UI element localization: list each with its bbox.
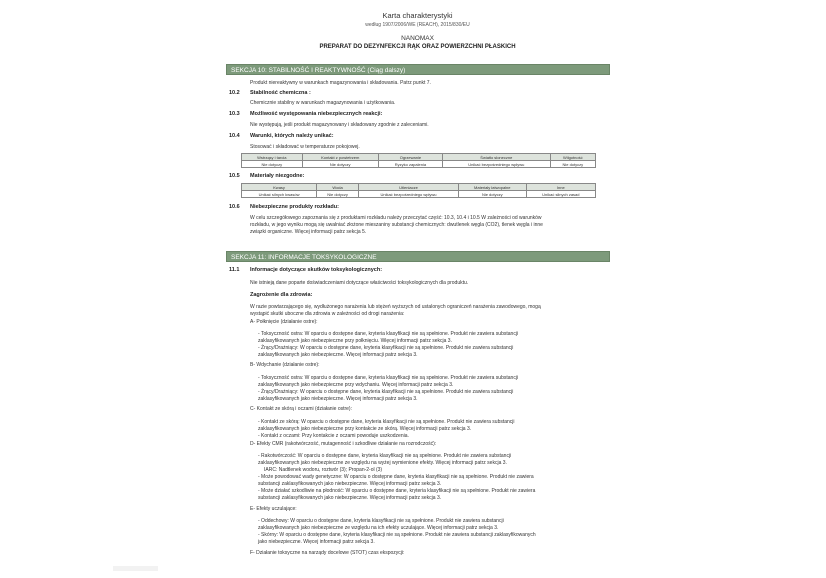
subsection-c-line: - Kontakt z oczami: Przy kontakcie z oczami powoduje uszkodzenia. — [258, 433, 409, 439]
table-cell: Unikać bezpośredniego wpływu — [442, 161, 550, 168]
health-hazard-heading: Zagrożenie dla zdrowia: — [250, 292, 313, 298]
section-10-6-number: 10.6 — [229, 204, 240, 210]
section-10-6-line: W celu szczegółowego zapoznania się z produktami rozkładu należy przeczytać część: 10.3, 10.4 i 10.5 W zależności od warunków — [250, 215, 542, 221]
subsection-e-heading: E- Efekty uczulające: — [250, 506, 297, 512]
table-header-cell: Woda — [317, 184, 359, 191]
subsection-a-heading: A- Połknięcie (działanie ostre): — [250, 319, 318, 325]
section-10-3-heading: Możliwość występowania niebezpiecznych reakcji: — [250, 111, 383, 117]
subsection-d-line: - Rakotwórczość: W oparciu o dostępne dane, kryteria klasyfikacji nie są spełnione. Produkt nie zawiera substancji — [258, 453, 512, 459]
subsection-b-line: - Toksyczność ostra: W oparciu o dostępne dane, kryteria klasyfikacji nie są spełnione. Produkt nie zawiera substancji — [258, 375, 519, 381]
health-hazard-line: W razie powtarzającego się, wydłużonego narażenia lub stężeń wyższych od ustalonych ograniczeń narażenia zawodowego, mogą — [250, 304, 541, 310]
table-cell: Ryzyko zapalenia — [378, 161, 442, 168]
table-cell: Nie dotyczy — [302, 161, 378, 168]
table-header-cell: Wstrząsy i tarcia — [242, 154, 303, 161]
section-10-2-number: 10.2 — [229, 90, 240, 96]
table-cell: Nie dotyczy — [458, 191, 526, 198]
subsection-b-line: zaklasyfikowanych jako niebezpieczne. Więcej informacji patrz sekcja 3. — [258, 396, 418, 402]
subsection-f-heading: F- Działanie toksyczne na narządy docelowe (STOT) czas ekspozycji: — [250, 550, 405, 556]
incompatible-materials-table — [241, 183, 596, 198]
subsection-d-line: - Może powodować wady genetyczne: W oparciu o dostępne dane, kryteria klasyfikacji nie są spełnione. Produkt nie zawiera — [258, 474, 534, 480]
table-cell: Nie dotyczy — [317, 191, 359, 198]
table-header-cell: Kwasy — [242, 184, 317, 191]
table-header-cell: Utleniacze — [359, 184, 459, 191]
section-11-1-number: 11.1 — [229, 267, 240, 273]
table-header-cell: Inne — [526, 184, 595, 191]
subsection-d-line: zaklasyfikowanych jako niebezpieczne ze względu na wyżej wymienione efekty. Więcej informacji patrz sekcja 3. — [258, 460, 507, 466]
table-header-cell: Materiały łatwopalne — [458, 184, 526, 191]
section-10-4-number: 10.4 — [229, 133, 240, 139]
section-10-2-heading: Stabilność chemiczna : — [250, 90, 311, 96]
section-10-3-number: 10.3 — [229, 111, 240, 117]
subsection-e-line: - Skórny: W oparciu o dostępne dane, kryteria klasyfikacji nie są spełnione. Produkt nie zawiera substancji zaklasyfikowanych — [258, 532, 536, 538]
section-10-4-heading: Warunki, których należy unikać: — [250, 133, 334, 139]
subsection-d-line: - Może działać szkodliwie na płodność: W oparciu o dostępne dane, kryteria klasyfikacji nie są spełnione. Produkt nie zawiera — [258, 488, 536, 494]
subsection-b-line: - Żrący/Drażniący: W oparciu o dostępne dane, kryteria klasyfikacji nie są spełnione. Produkt nie zawiera substancji — [258, 389, 514, 395]
section-11-header: SEKCJA 11: INFORMACJE TOKSYKOLOGICZNE — [226, 251, 610, 262]
section-10-4-text: Stosować i składować w temperaturze pokojowej. — [250, 144, 360, 150]
subsection-a-line: zaklasyfikowanych jako niebezpieczne przy połknięciu. Więcej informacji patrz sekcja 3. — [258, 338, 452, 344]
section-10-6-line: związki organiczne. Więcej informacji patrz sekcja 5. — [250, 229, 367, 235]
subsection-d-line: substancji zaklasyfikowanych jako niebezpieczne. Więcej informacji patrz sekcja 3. — [258, 481, 442, 487]
subsection-e-line: zaklasyfikowanych jako niebezpieczne ze względu na ich efekty uczulające. Więcej informacji patrz sekcja 3. — [258, 525, 499, 531]
table-header-cell: Kontakt z powietrzem — [302, 154, 378, 161]
product-name: NANOMAX — [401, 35, 434, 42]
subsection-c-heading: C- Kontakt ze skórą i oczami (działanie ostre): — [250, 406, 352, 412]
section-10-5-number: 10.5 — [229, 173, 240, 179]
subsection-c-line: - Kontakt ze skórą: W oparciu o dostępne dane, kryteria klasyfikacji nie są spełnione. Produkt nie zawiera substancji — [258, 419, 515, 425]
section-10-2-text: Chemicznie stabilny w warunkach magazynowania i użytkowania. — [250, 100, 396, 106]
subsection-e-line: jako niebezpieczne. Więcej informacji patrz sekcja 3. — [258, 539, 375, 545]
subsection-a-line: - Żrący/Drażniący: W oparciu o dostępne dane, kryteria klasyfikacji nie są spełnione. Produkt nie zawiera substancji — [258, 345, 514, 351]
table-header-cell: Ogrzewanie — [378, 154, 442, 161]
section-10-5-heading: Materiały niezgodne: — [250, 173, 305, 179]
subsection-a-line: zaklasyfikowanych jako niebezpieczne. Więcej informacji patrz sekcja 3. — [258, 352, 418, 358]
table-cell: Unikać bezpośredniego wpływu — [359, 191, 459, 198]
section-10-3-text: Nie występują, jeśli produkt magazynowany i składowany zgodnie z zaleceniami. — [250, 122, 429, 128]
subsection-b-heading: B- Wdychanie (działanie ostre): — [250, 362, 320, 368]
product-description: PREPARAT DO DEZYNFEKCJI RĄK ORAZ POWIERZCHNI PŁASKICH — [319, 44, 516, 50]
section-10-6-heading: Niebezpieczne produkty rozkładu: — [250, 204, 339, 210]
subsection-d-line: IARC: Nadtlenek wodoru, roztwór (3); Propan-2-ol (3) — [264, 467, 383, 473]
subsection-d-heading: D- Efekty CMR (rakotwórczość, mutagenność i szkodliwe działanie na rozrodczość): — [250, 441, 437, 447]
section-11-1-heading: Informacje dotyczące skutków toksykologicznych: — [250, 267, 383, 273]
subsection-b-line: zaklasyfikowanych jako niebezpieczne przy wdychaniu. Więcej informacji patrz sekcja 3. — [258, 382, 454, 388]
regulation-reference: według 1907/2006/WE (REACH), 2015/830/EU — [365, 22, 470, 28]
table-cell: Nie dotyczy — [242, 161, 303, 168]
section-10-header: SEKCJA 10: STABILNOŚĆ I REAKTYWNOŚĆ (Ciąg dalszy) — [226, 64, 610, 75]
table-header-cell: Światło słoneczne — [442, 154, 550, 161]
table-cell: Unikać silnych zasad — [526, 191, 595, 198]
section-11-1-text: Nie istnieją dane poparte doświadczeniami dotyczące właściwości toksykologicznych dla produktu. — [250, 280, 469, 286]
table-cell: Unikać silnych kwasów — [242, 191, 317, 198]
conditions-to-avoid-table — [241, 153, 596, 168]
subsection-d-line: substancji zaklasyfikowanych jako niebezpieczne. Więcej informacji patrz sekcja 3. — [258, 495, 442, 501]
table-header-cell: Wilgotność — [550, 154, 595, 161]
subsection-a-line: - Toksyczność ostra: W oparciu o dostępne dane, kryteria klasyfikacji nie są spełnione. Produkt nie zawiera substancji — [258, 331, 519, 337]
scan-artifact — [113, 566, 158, 571]
section-10-6-line: rozkładu, w jego wyniku mogą się uwalniać złożone mieszaniny substancji chemicznych: dwutlenek węgla (CO2), tlenek węgla i inne — [250, 222, 543, 228]
document-title: Karta charakterystyki — [382, 11, 453, 20]
table-cell: Nie dotyczy — [550, 161, 595, 168]
section-10-intro: Produkt niereaktywny w warunkach magazynowania i składowania. Patrz punkt 7. — [250, 80, 431, 86]
subsection-c-line: zaklasyfikowanych jako niebezpieczne przy kontakcie ze skórą. Więcej informacji patrz sekcja 3. — [258, 426, 472, 432]
subsection-e-line: - Oddechowy: W oparciu o dostępne dane, kryteria klasyfikacji nie są spełnione. Produkt nie zawiera substancji — [258, 518, 504, 524]
health-hazard-line: wystąpić skutki uboczne dla zdrowia w zależności od drogi narażenia: — [250, 311, 405, 317]
